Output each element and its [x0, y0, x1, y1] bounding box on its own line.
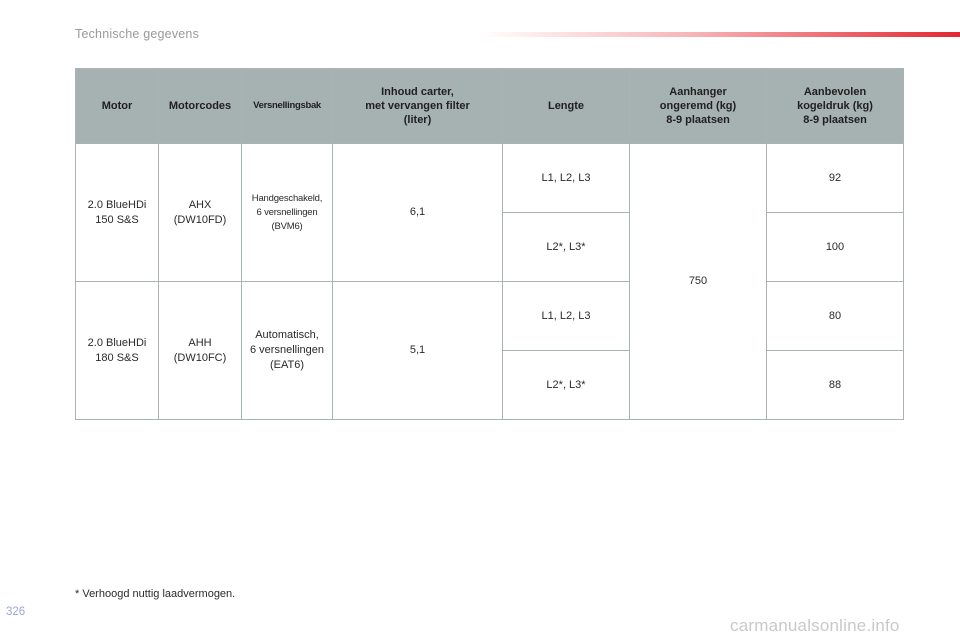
table-row — [76, 144, 904, 213]
cell-length: L2*, L3* — [503, 213, 630, 282]
footnote: * Verhoogd nuttig laadvermogen. — [75, 588, 236, 600]
column-header-ball-load: Aanbevolen kogeldruk (kg) 8-9 plaatsen — [767, 69, 904, 144]
table-header-row — [76, 69, 904, 144]
cell-ball-load: 88 — [767, 351, 904, 420]
watermark: carmanualsonline.info — [730, 616, 900, 635]
table-row — [76, 282, 904, 351]
cell-motor: 2.0 BlueHDi 180 S&S — [76, 282, 159, 420]
column-header-trailer-unbraked: Aanhanger ongeremd (kg) 8-9 plaatsen — [630, 69, 767, 144]
cell-ball-load: 92 — [767, 144, 904, 213]
column-header-length: Lengte — [503, 69, 630, 144]
column-header-motorcodes: Motorcodes — [159, 69, 242, 144]
page-number: 326 — [6, 606, 26, 618]
cell-length: L1, L2, L3 — [503, 144, 630, 213]
cell-oil-capacity: 5,1 — [333, 282, 503, 420]
cell-ball-load: 100 — [767, 213, 904, 282]
cell-length: L2*, L3* — [503, 351, 630, 420]
cell-oil-capacity: 6,1 — [333, 144, 503, 282]
cell-motorcode: AHH (DW10FC) — [159, 282, 242, 420]
column-header-oil-capacity: Inhoud carter, met vervangen filter (liter) — [333, 69, 503, 144]
column-header-motor: Motor — [76, 69, 159, 144]
cell-trailer-unbraked: 750 — [630, 144, 767, 420]
cell-length: L1, L2, L3 — [503, 282, 630, 351]
cell-gearbox: Automatisch, 6 versnellingen (EAT6) — [242, 282, 333, 420]
cell-gearbox: Handgeschakeld, 6 versnellingen (BVM6) — [242, 144, 333, 282]
cell-motorcode: AHX (DW10FD) — [159, 144, 242, 282]
cell-motor: 2.0 BlueHDi 150 S&S — [76, 144, 159, 282]
column-header-gearbox: Versnellingsbak — [242, 69, 333, 144]
section-title: Technische gegevens — [75, 27, 200, 41]
cell-ball-load: 80 — [767, 282, 904, 351]
header-accent-bar — [478, 32, 960, 37]
technical-specs-table — [75, 68, 904, 420]
